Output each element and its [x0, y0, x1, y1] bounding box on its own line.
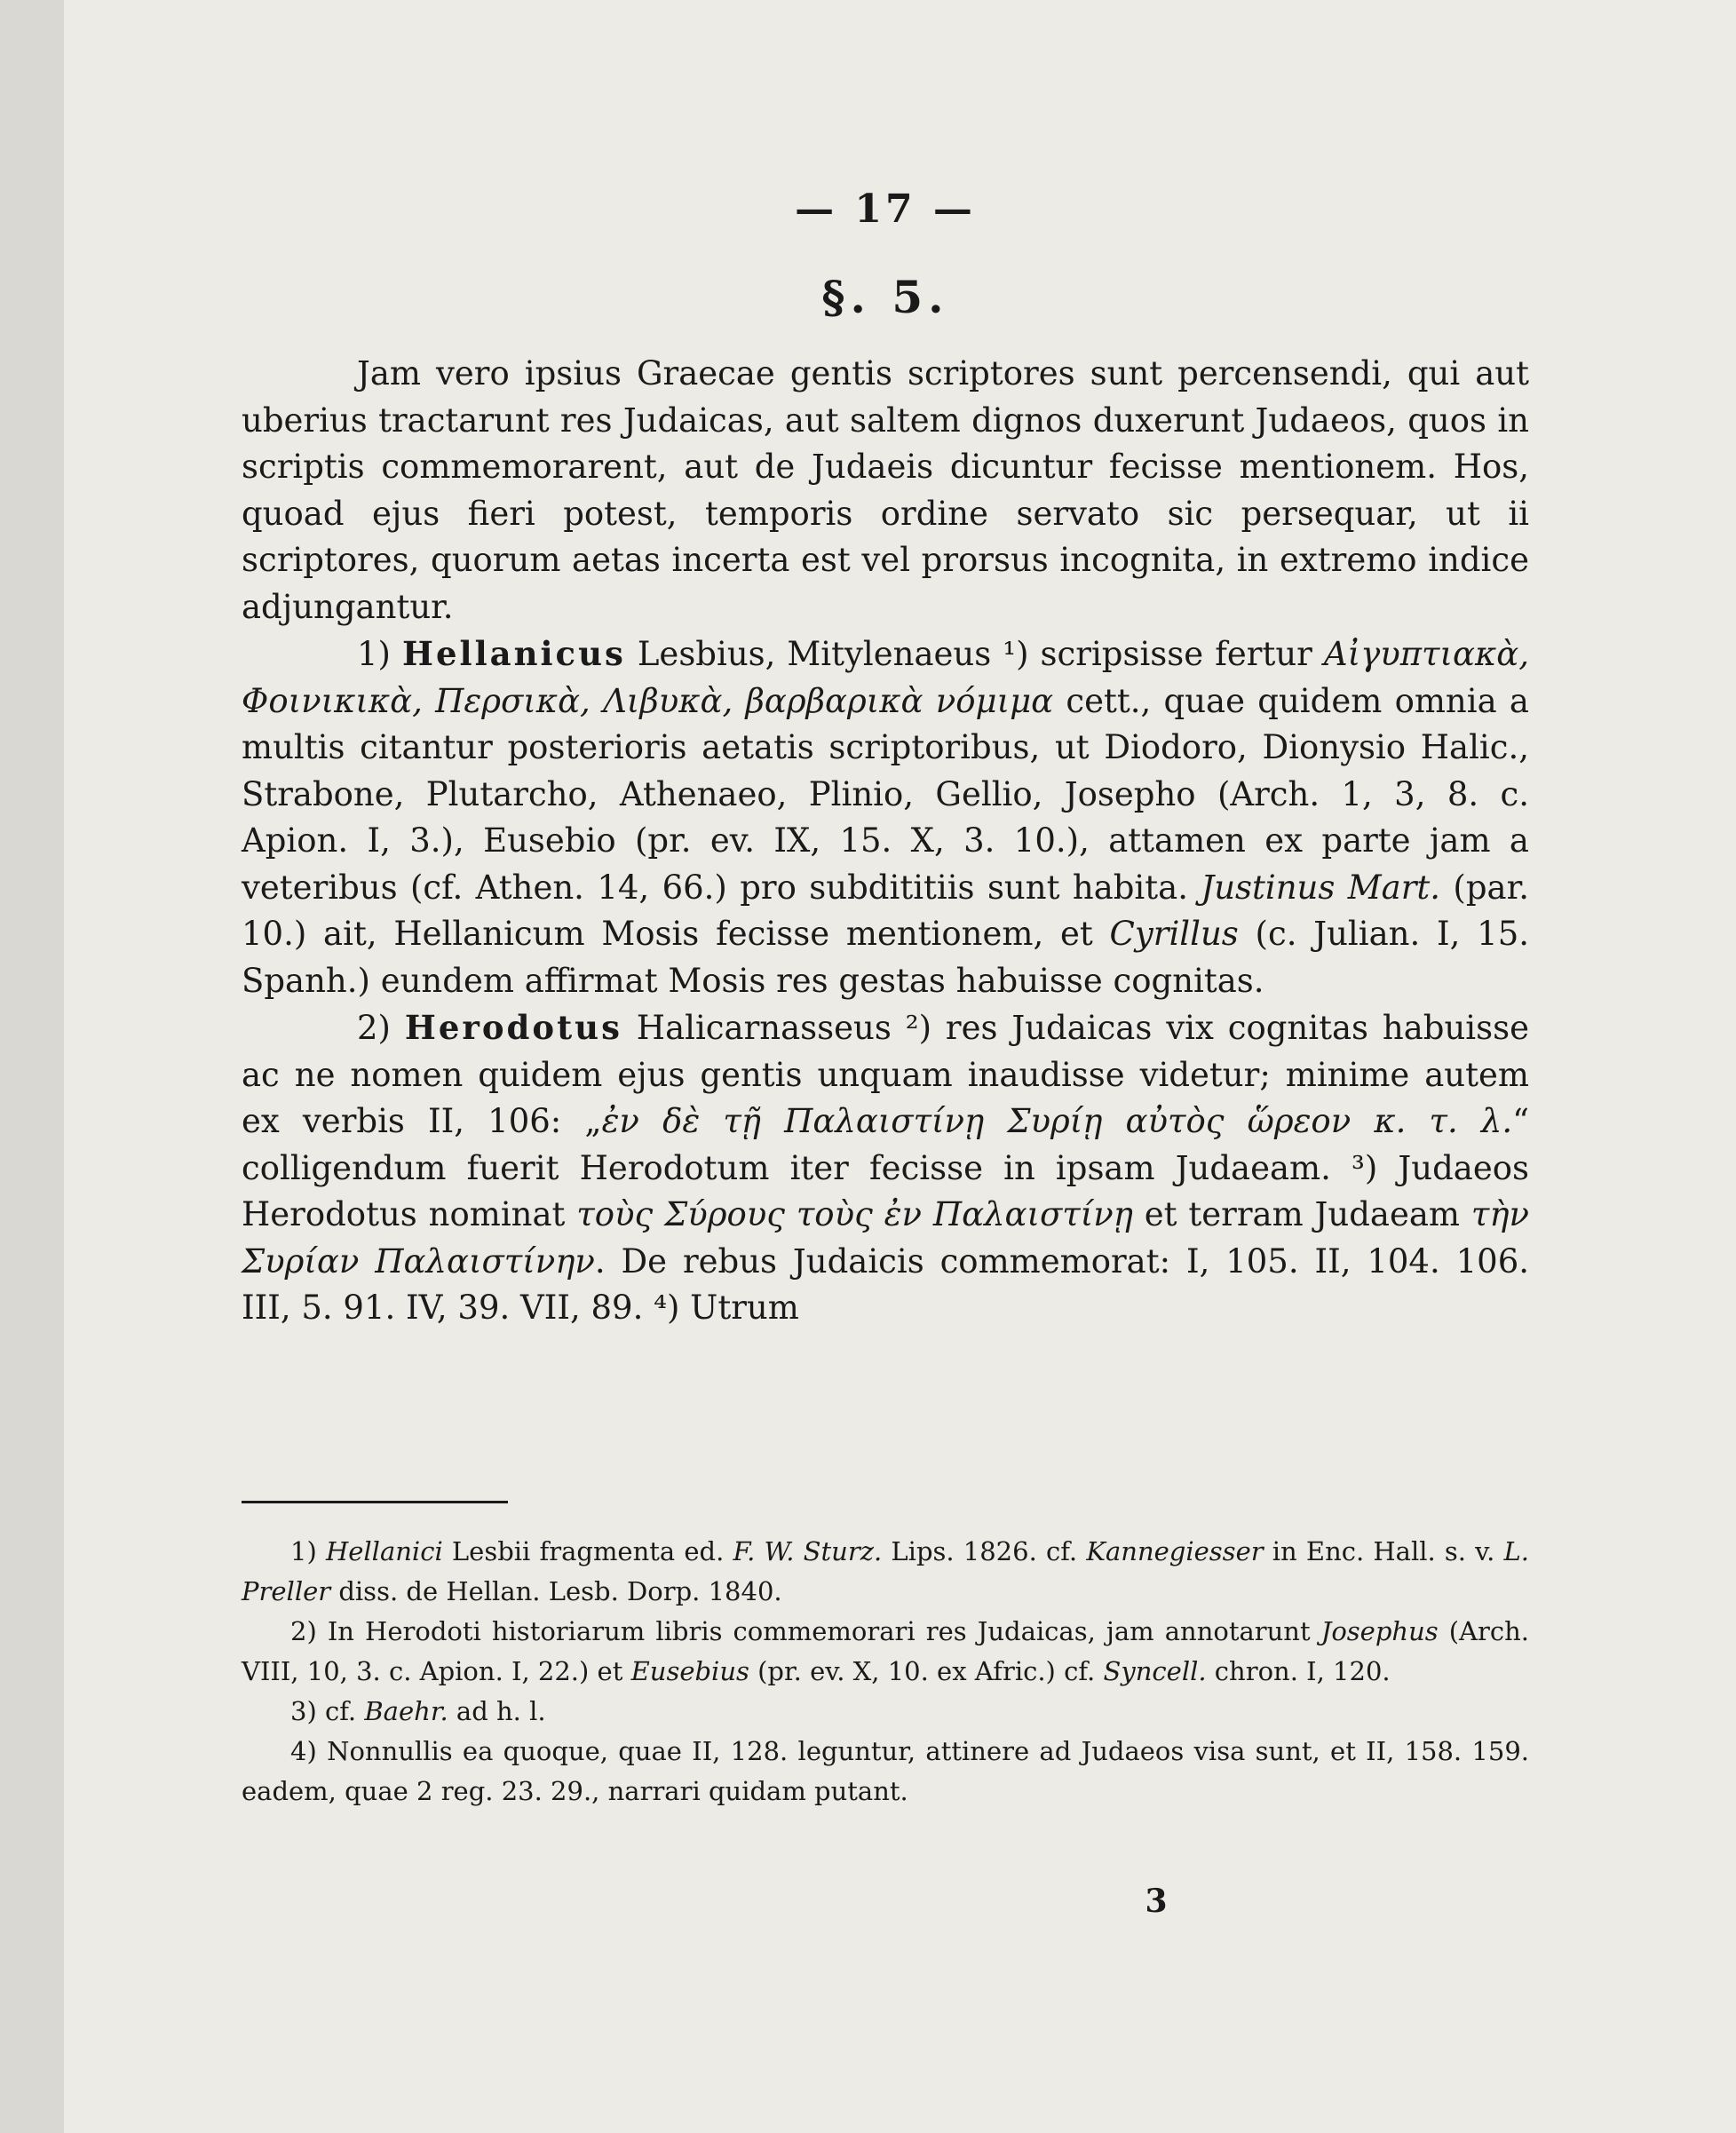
text-run: Lesbii fragmenta ed.	[442, 1536, 733, 1566]
text-run: Nonnullis ea quoque, quae II, 128. leguntur, attinere ad Judaeos visa sunt, et II, 158. 159. eadem, quae 2 reg. 23. 29., narrari quidam putant.	[242, 1736, 1530, 1806]
author-name-herodotus: Herodotus	[404, 1008, 622, 1047]
text-run: F. W. Sturz.	[733, 1536, 883, 1566]
text-run: cf.	[324, 1696, 365, 1726]
text-run: Baehr.	[364, 1696, 448, 1726]
footnote-1	[242, 1532, 1529, 1612]
text-run: (par. 10.) ait, Hellanicum Mosis fecisse mentionem, et	[242, 868, 1529, 953]
footnote-number: 3)	[290, 1696, 317, 1726]
text-run: L. Preller	[242, 1536, 1530, 1606]
text-run: (c. Julian. I, 15. Spanh.) eundem affirmat Mosis res gestas habuisse cognitas.	[242, 915, 1529, 1000]
footnote-4	[242, 1732, 1529, 1812]
greek-titles: Αἰγυπτιακὰ, Φοινικικὰ, Περσικὰ, Λιβυκὰ, βαρβαρικὰ νόμιμα	[242, 635, 1530, 720]
footnote-number: 2)	[290, 1616, 317, 1646]
greek-phrase: τοὺς Σύρους τοὺς ἐν Παλαιστίνῃ	[576, 1195, 1133, 1233]
footnote-3	[242, 1692, 1529, 1732]
text-run: In Herodoti historiarum libris commemorari res Judaicas, jam annotarunt	[327, 1616, 1321, 1646]
footnotes	[242, 1532, 1529, 1812]
footnote-rule	[242, 1501, 508, 1503]
paragraph-herodotus	[242, 1004, 1529, 1332]
text-run: Lips. 1826. cf.	[882, 1536, 1087, 1566]
text-run: Josephus	[1320, 1616, 1439, 1646]
greek-phrase: τὴν Συρίαν Παλαιστίνην	[242, 1195, 1529, 1281]
text-run: chron. I, 120.	[1206, 1656, 1391, 1686]
footnote-2	[242, 1612, 1529, 1692]
text-run: . De rebus Judaicis commemorat: I, 105. II, 104. 106. III, 5. 91. IV, 39. VII, 89. ⁴) Utrum	[242, 1241, 1529, 1327]
author-name-hellanicus: Hellanicus	[402, 634, 626, 673]
text-run: (pr. ev. X, 10. ex Afric.) cf.	[749, 1656, 1104, 1686]
author-justinus: Justinus Mart.	[1201, 868, 1441, 907]
footnote-number: 1)	[290, 1536, 317, 1566]
item-number: 1)	[357, 635, 391, 673]
paragraph-intro: Jam vero ipsius Graecae gentis scriptores sunt percensendi, qui aut uberius tractarunt res Judaicas, aut saltem dignos duxerunt Judaeos, quos in scriptis commemorarent, aut de Judaeis dicuntur fecisse mentionem. Hos, quoad ejus fieri potest, temporis ordine servato sic persequar, ut ii scriptores, quorum aetas incerta est vel prorsus incognita, in extremo indice adjungantur.	[242, 354, 1529, 626]
paragraph-hellanicus	[242, 630, 1529, 1004]
text-run: “ colligendum fuerit Herodotum iter fecisse in ipsam Judaeam. ³) Judaeos Herodotus nominat	[242, 1102, 1530, 1233]
section-title: §. 5.	[821, 271, 949, 323]
text-run: Lesbius, Mitylenaeus ¹) scripsisse fertur	[625, 635, 1324, 673]
author-cyrillus: Cyrillus	[1109, 915, 1239, 953]
text-run: Kannegiesser	[1086, 1536, 1264, 1566]
text-run: Hellanici	[325, 1536, 443, 1566]
signature-mark: 3	[1145, 1883, 1168, 1920]
text-run: (Arch. VIII, 10, 3. c. Apion. I, 22.) et	[242, 1616, 1529, 1686]
text-run: et terram Judaeam	[1132, 1195, 1471, 1233]
text-run: diss. de Hellan. Lesb. Dorp. 1840.	[330, 1576, 782, 1606]
text-run: in Enc. Hall. s. v.	[1263, 1536, 1504, 1566]
text-run: Halicarnasseus ²) res Judaicas vix cognitas habuisse ac ne nomen quidem ejus gentis unquam inaudisse videtur; minime autem ex verbis II, 106: „	[242, 1009, 1529, 1140]
text-run: ad h. l.	[448, 1696, 546, 1726]
text-run: Eusebius	[630, 1656, 749, 1686]
running-head-page-number: — 17 —	[795, 186, 976, 232]
item-number: 2)	[357, 1009, 391, 1047]
greek-quote: ἐν δὲ τῇ Παλαιστίνῃ Συρίῃ αὐτὸς ὥρεον κ. τ. λ.	[601, 1102, 1513, 1140]
text-run: cett., quae quidem omnia a multis citantur posterioris aetatis scriptoribus, ut Diodoro, Dionysio Halic., Strabone, Plutarcho, Athenaeo, Plinio, Gellio, Josepho (Arch. 1, 3, 8. c. Apion. I, 3.), Eusebio (pr. ev. IX, 15. X, 3. 10.), attamen ex parte jam a veteribus (cf. Athen. 14, 66.) pro subdititiis sunt habita.	[242, 681, 1529, 907]
main-text	[242, 351, 1529, 1332]
text-run: Syncell.	[1103, 1656, 1207, 1686]
footnote-number: 4)	[290, 1736, 317, 1766]
